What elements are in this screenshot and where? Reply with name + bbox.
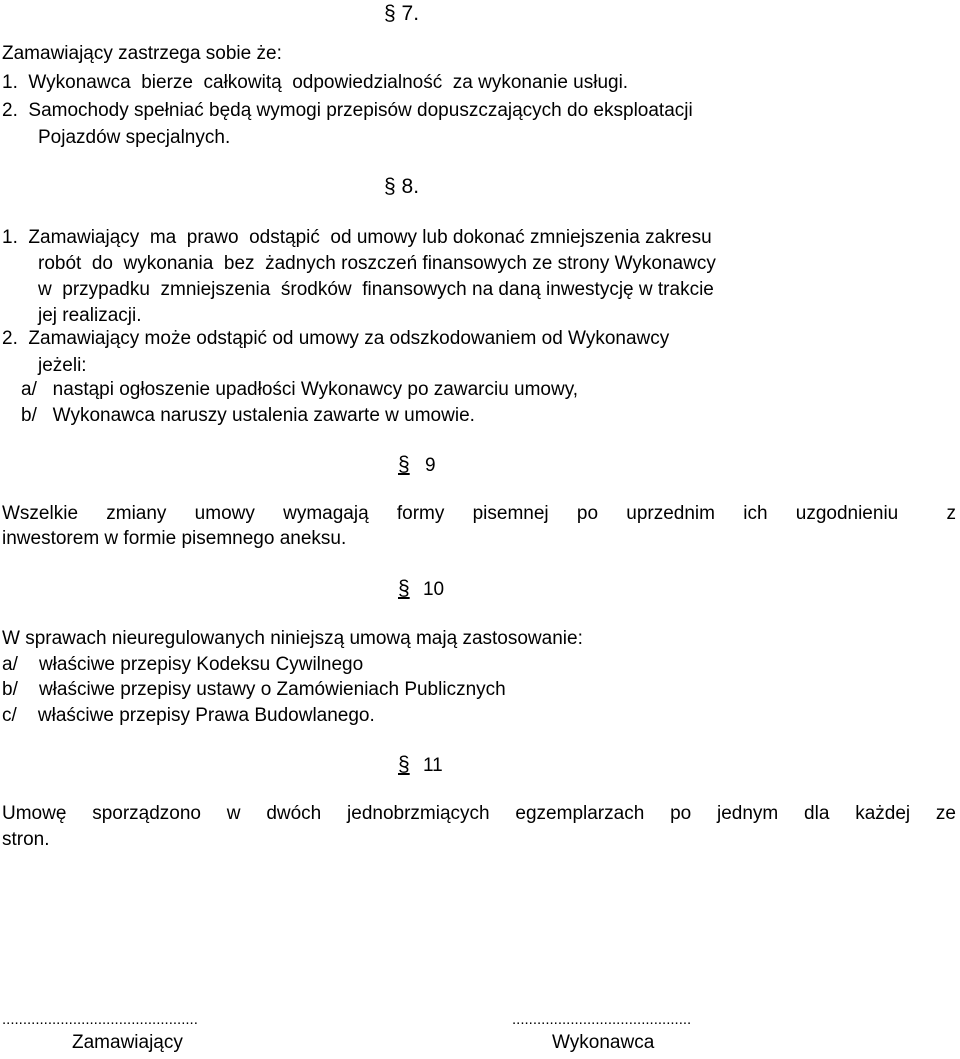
section-sign: § bbox=[398, 577, 410, 600]
word: dla bbox=[804, 803, 830, 824]
section-sign: § bbox=[398, 453, 410, 476]
section-8-para-2-line-2: jeżeli: bbox=[38, 355, 87, 376]
section-7-heading: § 7. bbox=[384, 2, 420, 25]
section-sign: § bbox=[398, 753, 410, 776]
word: po bbox=[576, 503, 599, 524]
word: umowy bbox=[194, 503, 255, 524]
word: Umowę bbox=[2, 803, 67, 824]
word: każdej bbox=[855, 803, 911, 824]
section-9-para-line-1 bbox=[2, 502, 956, 526]
section-number: 11 bbox=[422, 755, 443, 776]
section-11-para-line-2: stron. bbox=[2, 829, 50, 850]
section-8-heading: § 8. bbox=[384, 175, 420, 198]
word: jednobrzmiących bbox=[347, 803, 490, 824]
word: zmiany bbox=[106, 503, 167, 524]
word: uzgodnieniu bbox=[795, 503, 899, 524]
section-10-item-a: a/ właściwe przepisy Kodeksu Cywilnego bbox=[2, 654, 364, 675]
word: po bbox=[670, 803, 692, 824]
section-11-para-line-1 bbox=[2, 802, 956, 826]
section-8-para-1-line-3: w przypadku zmniejszenia środków finansowych na daną inwestycję w trakcie bbox=[38, 279, 714, 300]
section-8-para-1-line-1: 1. Zamawiający ma prawo odstąpić od umowy lub dokonać zmniejszenia zakresu bbox=[2, 227, 712, 248]
signature-line-left: ............................................... bbox=[2, 1011, 198, 1028]
word: ze bbox=[935, 803, 956, 824]
word: egzemplarzach bbox=[515, 803, 645, 824]
section-10-item-c: c/ właściwe przepisy Prawa Budowlanego. bbox=[2, 705, 375, 726]
section-10-intro: W sprawach nieuregulowanych niniejszą umową mają zastosowanie: bbox=[2, 628, 583, 649]
section-8-para-1-line-2: robót do wykonania bez żadnych roszczeń finansowych ze strony Wykonawcy bbox=[38, 253, 716, 274]
signature-line-right: ........................................... bbox=[512, 1011, 692, 1028]
word: ich bbox=[743, 503, 768, 524]
word: uprzednim bbox=[626, 503, 715, 524]
section-7-item-1: 1. Wykonawca bierze całkowitą odpowiedzialność za wykonanie usługi. bbox=[2, 72, 629, 93]
section-9-heading bbox=[398, 453, 436, 478]
word: wymagają bbox=[283, 503, 369, 524]
section-7-item-2: 2. Samochody spełniać będą wymogi przepisów dopuszczających do eksploatacji bbox=[2, 100, 693, 121]
section-8-para-1-line-4: jej realizacji. bbox=[38, 305, 142, 326]
section-11-heading bbox=[398, 753, 443, 778]
signature-label-right: Wykonawca bbox=[552, 1032, 655, 1053]
section-10-heading bbox=[398, 577, 444, 602]
section-7-item-2-cont: Pojazdów specjalnych. bbox=[38, 127, 231, 148]
word: dwóch bbox=[266, 803, 322, 824]
section-number: 9 bbox=[424, 455, 436, 476]
section-7-intro: Zamawiający zastrzega sobie że: bbox=[2, 43, 282, 64]
word: z bbox=[946, 503, 956, 524]
word: Wszelkie bbox=[2, 503, 79, 524]
signature-label-left: Zamawiający bbox=[72, 1032, 183, 1053]
section-8-para-2-line-1: 2. Zamawiający może odstąpić od umowy za odszkodowaniem od Wykonawcy bbox=[2, 328, 670, 349]
section-8-item-a: a/ nastąpi ogłoszenie upadłości Wykonawcy po zawarciu umowy, bbox=[21, 379, 579, 400]
word: jednym bbox=[717, 803, 779, 824]
word: pisemnej bbox=[472, 503, 549, 524]
section-8-item-b: b/ Wykonawca naruszy ustalenia zawarte w umowie. bbox=[21, 405, 475, 426]
section-9-para-line-2: inwestorem w formie pisemnego aneksu. bbox=[2, 528, 347, 549]
section-10-item-b: b/ właściwe przepisy ustawy o Zamówieniach Publicznych bbox=[2, 679, 506, 700]
word: w bbox=[226, 803, 241, 824]
word: formy bbox=[396, 503, 445, 524]
section-number: 10 bbox=[422, 579, 445, 600]
word: sporządzono bbox=[92, 803, 201, 824]
